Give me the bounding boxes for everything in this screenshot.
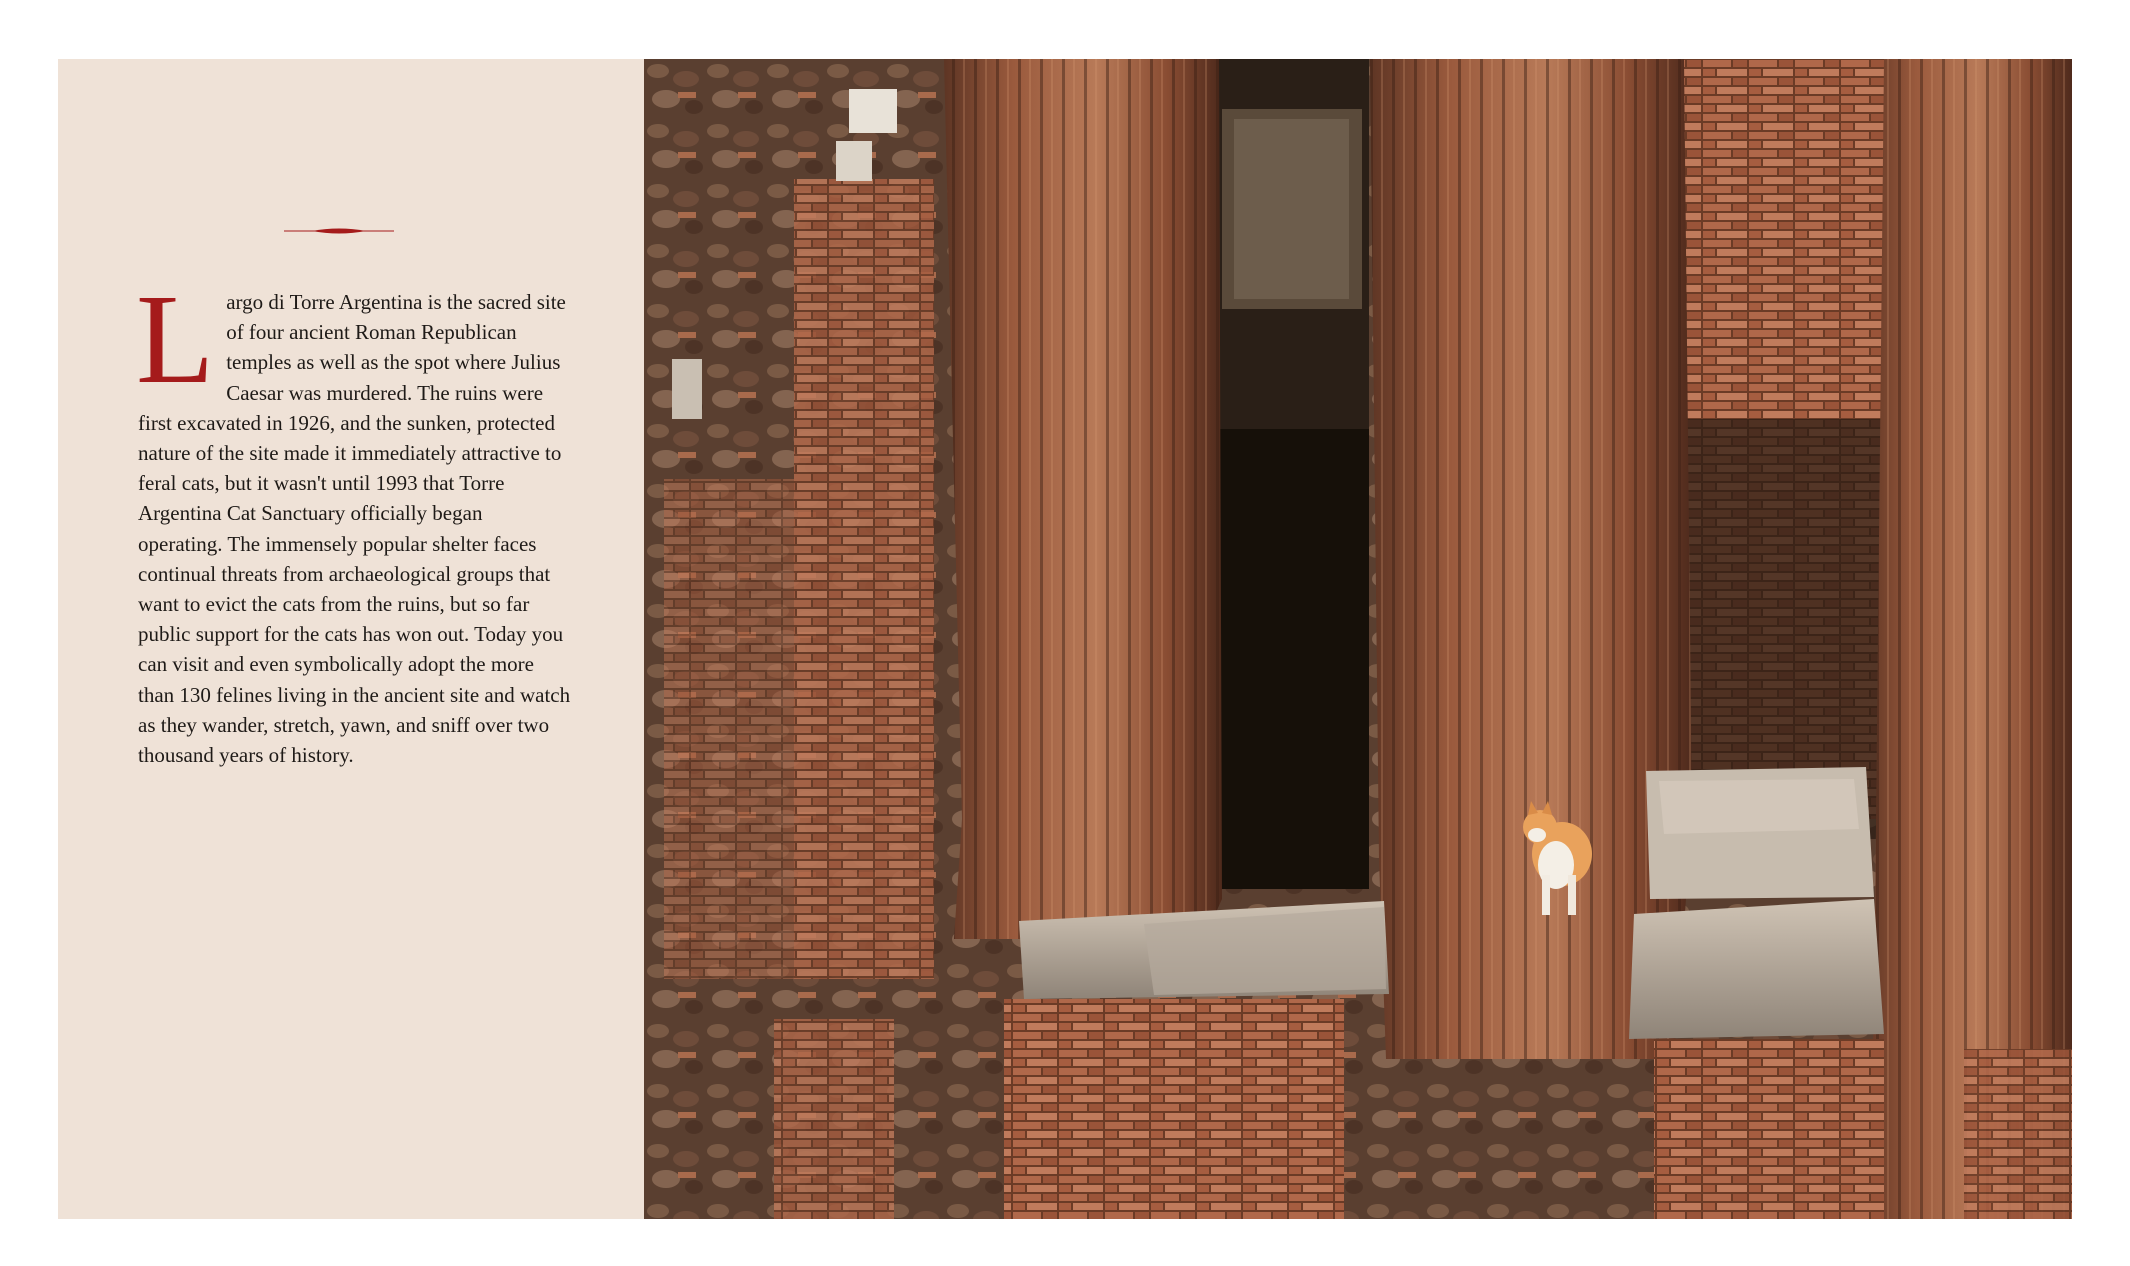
text-panel bbox=[58, 59, 644, 1219]
divider-ornament bbox=[284, 227, 394, 235]
ruins-photo bbox=[644, 59, 2072, 1219]
article-paragraph bbox=[136, 268, 572, 770]
paragraph-text: argo di Torre Argentina is the sacred site of four ancient Roman Republican temples as well as the spot where Julius Caesar was murdered. The ruins were first excavated in 1926, and the sunken, protected nature of the site made it immediately attractive to feral cats, but it wasn't until 1993 that Torre Argentina Cat Sanctuary officially began operating. The immensely popular shelter faces continual threats from archaeological groups that want to evict the cats from the ruins, but so far public support for the cats has won out. Today you can visit and even symbolically adopt the more than 130 felines living in the ancient site and watch as they wander, stretch, yawn, and sniff over two thousand years of history. bbox=[138, 290, 571, 768]
book-spread bbox=[58, 59, 2072, 1219]
drop-cap: L bbox=[136, 268, 215, 410]
